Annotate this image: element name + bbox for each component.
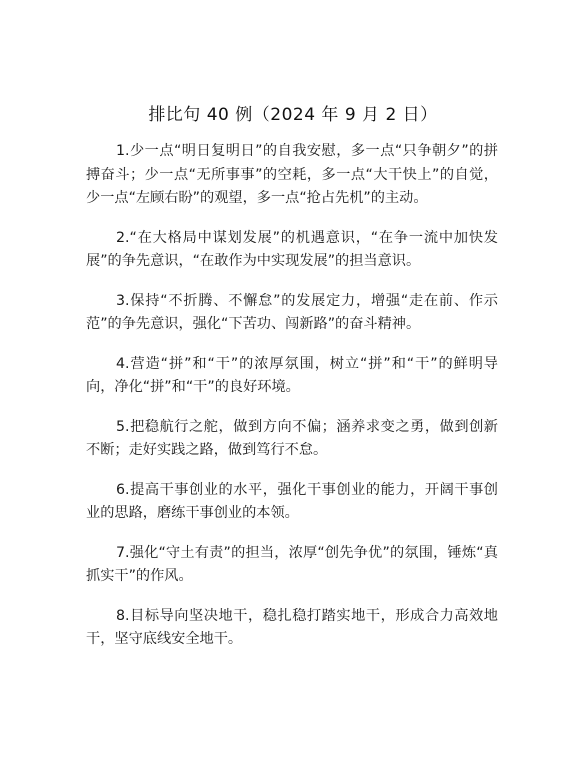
- paragraph-5: 5.把稳航行之舵，做到方向不偏；涵养求变之勇，做到创新不断；走好实践之路，做到笃行不怠。: [86, 418, 498, 458]
- paragraph-4: 4.营造“拼”和“干”的浓厚氛围，树立“拼”和“干”的鲜明导向，净化“拼”和“干”的良好环境。: [86, 355, 498, 395]
- document-body: [86, 140, 498, 668]
- paragraph-8: 8.目标导向坚决地干，稳扎稳打踏实地干，形成合力高效地干，坚守底线安全地干。: [86, 607, 498, 647]
- paragraph-7: 7.强化“守土有责”的担当，浓厚“创先争优”的氛围，锤炼“真抓实干”的作风。: [86, 544, 498, 584]
- paragraph-6: 6.提高干事创业的水平，强化干事创业的能力，开阔干事创业的思路，磨练干事创业的本领。: [86, 481, 498, 521]
- paragraph-2: 2.“在大格局中谋划发展”的机遇意识，“在争一流中加快发展”的争先意识，“在敢作为中实现发展”的担当意识。: [86, 229, 498, 269]
- paragraph-3: 3.保持“不折腾、不懈怠”的发展定力，增强“走在前、作示范”的争先意识，强化“下苦功、闯新路”的奋斗精神。: [86, 292, 498, 332]
- paragraph-1: 1.少一点“明日复明日”的自我安慰，多一点“只争朝夕”的拼搏奋斗；少一点“无所事事”的空耗，多一点“大干快上”的自觉，少一点“左顾右盼”的观望，多一点“抢占先机”的主动。: [86, 143, 498, 206]
- document-title: 排比句 40 例（2024 年 9 月 2 日）: [148, 105, 438, 125]
